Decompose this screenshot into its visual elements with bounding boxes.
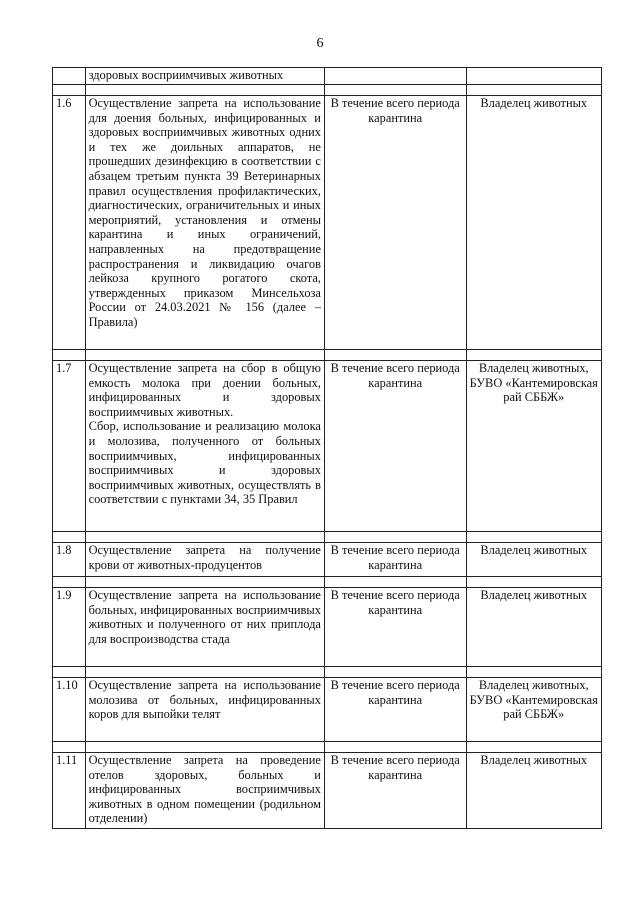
row-number: 1.6 <box>53 96 86 350</box>
responsible-cell: Владелец животных, БУВО «Кантемировская рай СББЖ» <box>466 361 601 532</box>
responsible-cell: Владелец животных <box>466 753 601 829</box>
table-row <box>53 588 602 667</box>
time-cell: В течение всего периода карантина <box>324 753 466 829</box>
action-text: Сбор, использование и реализацию молока и молозива, полученного от больных восприимчивых, инфицированных восприимчивых и здоровых восприимчивых животных, осуществлять в соответствии с пунктами 34, 35 Правил <box>88 419 321 507</box>
row-gap <box>53 532 602 543</box>
action-text: Осуществление запрета на использование для доения больных, инфицированных и здоровых восприимчивых животных одних и тех же доильных аппаратов, не прошедших дезинфекцию в соответствии с абзацем третьим пункта 39 Ветеринарных правил осуществления профилактических, диагностических, ограничительных и иных мероприятий, установления и отмены карантина и иных ограничений, направленных на предотвращение распространения и ликвидацию очагов лейкоза крупного рогатого скота, утвержденных приказом Минсельхоза России от 24.03.2021 № 156 (далее – Правила) <box>88 96 321 329</box>
action-text: здоровых восприимчивых животных <box>88 68 284 82</box>
measures-table <box>52 67 602 829</box>
row-number: 1.8 <box>53 543 86 577</box>
time-cell: В течение всего периода карантина <box>324 678 466 742</box>
action-cell <box>85 68 324 85</box>
time-cell: В течение всего периода карантина <box>324 588 466 667</box>
time-cell <box>324 68 466 85</box>
row-number: 1.11 <box>53 753 86 829</box>
action-text: Осуществление запрета на сбор в общую емкость молока при доении больных, инфицированных и здоровых восприимчивых животных. <box>88 361 321 419</box>
table-row <box>53 96 602 350</box>
action-cell <box>85 678 324 742</box>
table-row <box>53 753 602 829</box>
row-number: 1.9 <box>53 588 86 667</box>
action-cell <box>85 96 324 350</box>
table-row <box>53 543 602 577</box>
time-cell: В течение всего периода карантина <box>324 543 466 577</box>
responsible-cell: Владелец животных <box>466 96 601 350</box>
action-cell <box>85 543 324 577</box>
table-row-continued <box>53 68 602 85</box>
action-cell <box>85 361 324 532</box>
time-cell: В течение всего периода карантина <box>324 96 466 350</box>
responsible-cell: Владелец животных, БУВО «Кантемировская рай СББЖ» <box>466 678 601 742</box>
responsible-cell <box>466 68 601 85</box>
responsible-cell: Владелец животных <box>466 588 601 667</box>
row-gap <box>53 667 602 678</box>
action-text: Осуществление запрета на получение крови от животных-продуцентов <box>88 543 321 572</box>
row-gap <box>53 742 602 753</box>
row-gap <box>53 85 602 96</box>
table-row <box>53 678 602 742</box>
row-number: 1.10 <box>53 678 86 742</box>
action-text: Осуществление запрета на проведение отелов здоровых, больных и инфицированных восприимчивых животных в одном помещении (родильном отделении) <box>88 753 321 826</box>
page-number: 6 <box>316 36 324 51</box>
row-gap <box>53 350 602 361</box>
action-cell <box>85 588 324 667</box>
row-gap <box>53 577 602 588</box>
row-number: 1.7 <box>53 361 86 532</box>
action-cell <box>85 753 324 829</box>
table-row <box>53 361 602 532</box>
time-cell: В течение всего периода карантина <box>324 361 466 532</box>
responsible-cell: Владелец животных <box>466 543 601 577</box>
action-text: Осуществление запрета на использование больных, инфицированных восприимчивых животных и полученного от них приплода для воспроизводства стада <box>88 588 321 646</box>
row-number-cell <box>53 68 86 85</box>
action-text: Осуществление запрета на использование молозива от больных, инфицированных коров для выпойки телят <box>88 678 321 722</box>
